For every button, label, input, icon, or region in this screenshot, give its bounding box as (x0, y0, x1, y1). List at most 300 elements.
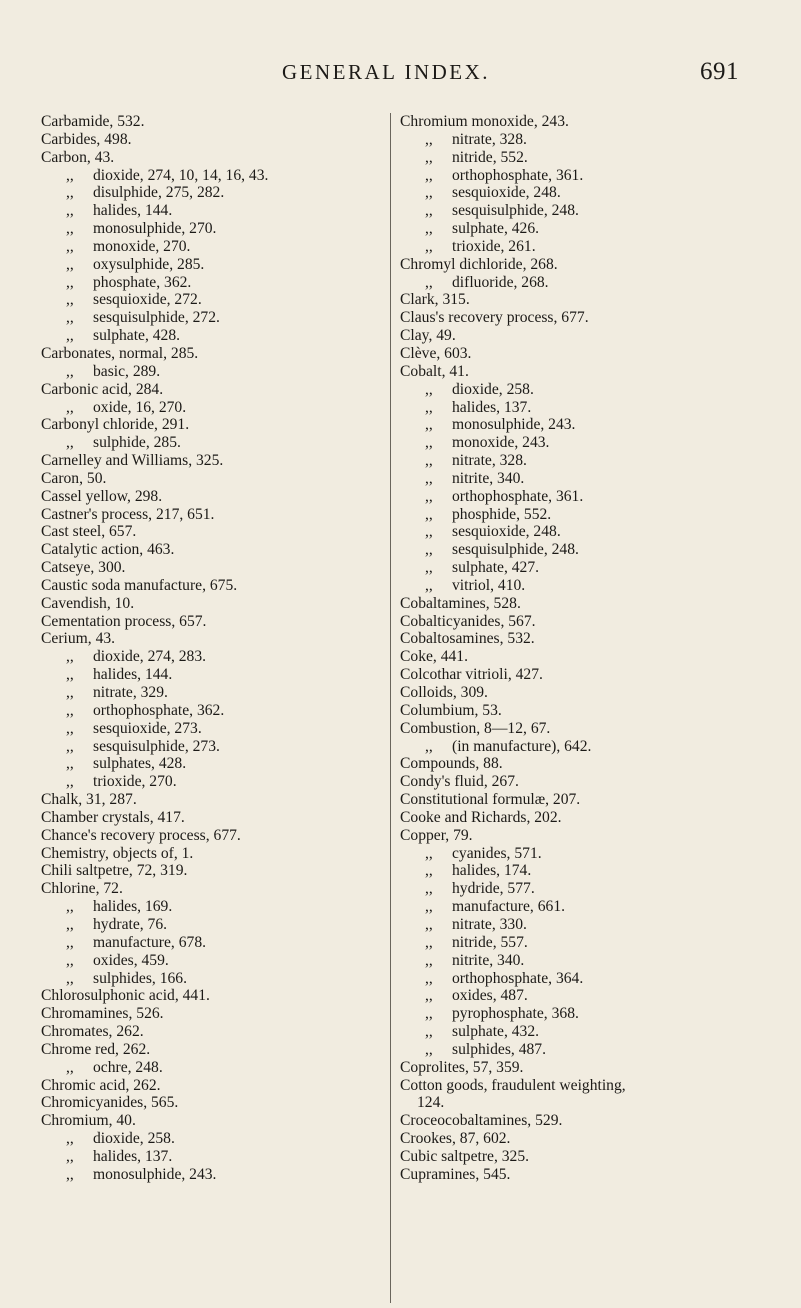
entry-text: orthophosphate, 362. (93, 701, 225, 719)
index-subentry (41, 702, 381, 720)
entry-text: sesquisulphide, 248. (452, 541, 579, 559)
entry-text: Cobalticyanides, 567. (400, 612, 536, 630)
index-subentry (400, 523, 760, 541)
ditto-mark: ,, (66, 362, 74, 380)
ditto-mark: ,, (66, 719, 74, 737)
entry-text: dioxide, 274, 10, 14, 16, 43. (93, 166, 269, 184)
entry-text: Chromicyanides, 565. (41, 1094, 179, 1112)
ditto-mark: ,, (66, 398, 74, 416)
index-subentry (400, 220, 760, 238)
index-entry (41, 1041, 381, 1059)
entry-text: disulphide, 275, 282. (93, 184, 225, 202)
index-entry (41, 149, 381, 167)
index-entry (400, 773, 760, 791)
entry-text: Coke, 441. (400, 648, 469, 666)
entry-text: Cassel yellow, 298. (41, 487, 163, 505)
entry-text: Chromamines, 526. (41, 1005, 164, 1023)
entry-text: hydrate, 76. (93, 915, 168, 933)
entry-text: Carbonates, normal, 285. (41, 344, 199, 362)
index-entry (400, 1059, 760, 1077)
entry-text: ochre, 248. (93, 1058, 163, 1076)
entry-text: Carbonic acid, 284. (41, 380, 164, 398)
ditto-mark: ,, (425, 487, 433, 505)
entry-text: halides, 137. (452, 398, 532, 416)
entry-text: dioxide, 258. (93, 1130, 175, 1148)
index-entry (400, 827, 760, 845)
ditto-mark: ,, (425, 505, 433, 523)
ditto-mark: ,, (425, 1005, 433, 1023)
entry-text: Chromic acid, 262. (41, 1076, 161, 1094)
ditto-mark: ,, (66, 1058, 74, 1076)
index-subentry (400, 1023, 760, 1041)
entry-text: (in manufacture), 642. (452, 737, 592, 755)
entry-text: Cobaltosamines, 532. (400, 630, 535, 648)
index-entry (400, 363, 760, 381)
index-subentry (400, 434, 760, 452)
entry-text: Carnelley and Williams, 325. (41, 452, 224, 470)
index-subentry (400, 845, 760, 863)
index-subentry (41, 970, 381, 988)
index-subentry (400, 131, 760, 149)
ditto-mark: ,, (425, 523, 433, 541)
index-entry (41, 470, 381, 488)
column-divider (390, 113, 391, 1303)
entry-text: Compounds, 88. (400, 755, 503, 773)
entry-text: monosulphide, 243. (93, 1165, 217, 1183)
entry-text: Coprolites, 57, 359. (400, 1058, 524, 1076)
ditto-mark: ,, (66, 666, 74, 684)
entry-text: Chromates, 262. (41, 1023, 144, 1041)
entry-text: sulphate, 432. (452, 1023, 540, 1041)
entry-text: sulphates, 428. (93, 755, 187, 773)
ditto-mark: ,, (66, 291, 74, 309)
entry-text: monoxide, 270. (93, 237, 191, 255)
ditto-mark: ,, (425, 184, 433, 202)
index-entry (41, 809, 381, 827)
index-subentry (400, 399, 760, 417)
entry-text: Chrome red, 262. (41, 1040, 151, 1058)
entry-text: Cobaltamines, 528. (400, 594, 521, 612)
index-entry (41, 987, 381, 1005)
ditto-mark: ,, (425, 951, 433, 969)
ditto-mark: ,, (425, 273, 433, 291)
entry-text: oxide, 16, 270. (93, 398, 187, 416)
index-entry (41, 613, 381, 631)
page-number: 691 (700, 58, 739, 85)
entry-text: Chance's recovery process, 677. (41, 826, 241, 844)
index-subentry (400, 184, 760, 202)
entry-text: trioxide, 270. (93, 773, 177, 791)
entry-text: phosphide, 552. (452, 505, 552, 523)
index-subentry (400, 416, 760, 434)
index-subentry (400, 898, 760, 916)
index-entry (400, 291, 760, 309)
entry-text: Cast steel, 657. (41, 523, 137, 541)
index-subentry (41, 238, 381, 256)
ditto-mark: ,, (425, 969, 433, 987)
index-subentry (41, 720, 381, 738)
entry-text: Cerium, 43. (41, 630, 116, 648)
entry-text: Croceocobaltamines, 529. (400, 1112, 563, 1130)
index-subentry (400, 541, 760, 559)
entry-text: manufacture, 661. (452, 898, 566, 916)
entry-text: Carbonyl chloride, 291. (41, 416, 190, 434)
entry-text: oxysulphide, 285. (93, 255, 205, 273)
entry-text: pyrophosphate, 368. (452, 1005, 579, 1023)
index-subentry (41, 202, 381, 220)
ditto-mark: ,, (425, 434, 433, 452)
index-entry (41, 845, 381, 863)
entry-text: nitrite, 340. (452, 469, 525, 487)
entry-text: Colloids, 309. (400, 684, 488, 701)
entry-text: sesquioxide, 248. (452, 523, 561, 541)
index-subentry (400, 381, 760, 399)
entry-text: 124. (417, 1094, 445, 1112)
index-entry (400, 1112, 760, 1130)
entry-text: Condy's fluid, 267. (400, 773, 519, 791)
entry-text: Combustion, 8—12, 67. (400, 719, 551, 737)
ditto-mark: ,, (66, 737, 74, 755)
index-subentry (41, 916, 381, 934)
ditto-mark: ,, (66, 184, 74, 202)
index-entry (400, 1077, 760, 1095)
entry-text: cyanides, 571. (452, 844, 542, 862)
entry-text: monosulphide, 270. (93, 220, 217, 238)
ditto-mark: ,, (425, 880, 433, 898)
entry-text: sesquioxide, 272. (93, 291, 202, 309)
index-entry (41, 345, 381, 363)
index-entry (400, 1130, 760, 1148)
index-subentry (41, 256, 381, 274)
entry-text: basic, 289. (93, 362, 161, 380)
ditto-mark: ,, (66, 773, 74, 791)
ditto-mark: ,, (425, 452, 433, 470)
entry-text: Catseye, 300. (41, 559, 126, 577)
ditto-mark: ,, (66, 648, 74, 666)
entry-text: Catalytic action, 463. (41, 541, 175, 559)
index-entry (400, 809, 760, 827)
entry-text: Clay, 49. (400, 327, 456, 345)
ditto-mark: ,, (66, 202, 74, 220)
entry-text: nitride, 557. (452, 933, 528, 951)
entry-text: sulphate, 428. (93, 327, 181, 345)
index-subentry (41, 934, 381, 952)
ditto-mark: ,, (425, 576, 433, 594)
entry-text: Carbides, 498. (41, 130, 132, 148)
index-entry (41, 488, 381, 506)
index-entry (41, 1005, 381, 1023)
entry-text: Colcothar vitrioli, 427. (400, 666, 543, 684)
running-title: GENERAL INDEX. (282, 60, 491, 84)
entry-text: nitrate, 328. (452, 452, 527, 470)
index-subentry (41, 952, 381, 970)
ditto-mark: ,, (66, 255, 74, 273)
index-subentry (400, 916, 760, 934)
ditto-mark: ,, (66, 237, 74, 255)
ditto-mark: ,, (425, 469, 433, 487)
entry-text: nitrate, 328. (452, 130, 527, 148)
index-subentry (41, 220, 381, 238)
index-entry (41, 559, 381, 577)
ditto-mark: ,, (425, 844, 433, 862)
index-entry (41, 595, 381, 613)
ditto-mark: ,, (66, 933, 74, 951)
index-entry (41, 827, 381, 845)
entry-text: halides, 137. (93, 1147, 173, 1165)
index-entry (400, 1148, 760, 1166)
index-entry (41, 1094, 381, 1112)
index-subentry (41, 1059, 381, 1077)
entry-text: Copper, 79. (400, 826, 473, 844)
ditto-mark: ,, (66, 166, 74, 184)
ditto-mark: ,, (66, 755, 74, 773)
index-subentry (41, 363, 381, 381)
index-entry (41, 113, 381, 131)
index-entry (41, 1077, 381, 1095)
entry-text: trioxide, 261. (452, 237, 536, 255)
entry-text: monoxide, 243. (452, 434, 550, 452)
entry-text: Cupramines, 545. (400, 1165, 511, 1183)
index-subentry (400, 1041, 760, 1059)
page-header (0, 58, 801, 88)
entry-text: halides, 174. (452, 862, 532, 880)
index-subentry (41, 274, 381, 292)
entry-text: Clark, 315. (400, 291, 470, 309)
index-subentry (41, 399, 381, 417)
ditto-mark: ,, (425, 987, 433, 1005)
ditto-mark: ,, (425, 541, 433, 559)
ditto-mark: ,, (425, 1040, 433, 1058)
entry-text: Clève, 603. (400, 344, 472, 362)
index-subentry (400, 238, 760, 256)
entry-text: phosphate, 362. (93, 273, 192, 291)
index-subentry (400, 274, 760, 292)
index-subentry (41, 738, 381, 756)
entry-text: Chromium monoxide, 243. (400, 113, 569, 130)
entry-text: Carbamide, 532. (41, 113, 145, 130)
entry-text: sesquisulphide, 273. (93, 737, 220, 755)
index-subentry (400, 880, 760, 898)
entry-text: sesquioxide, 273. (93, 719, 202, 737)
index-subentry (400, 559, 760, 577)
entry-text: Castner's process, 217, 651. (41, 505, 215, 523)
index-entry (400, 613, 760, 631)
entry-text: nitrite, 340. (452, 951, 525, 969)
entry-text: vitriol, 410. (452, 576, 526, 594)
entry-text: Carbon, 43. (41, 148, 115, 166)
entry-text: Cavendish, 10. (41, 594, 135, 612)
index-subentry (41, 773, 381, 791)
ditto-mark: ,, (66, 434, 74, 452)
index-subentry (400, 934, 760, 952)
ditto-mark: ,, (425, 148, 433, 166)
index-subentry (41, 327, 381, 345)
index-entry (41, 506, 381, 524)
entry-text: Cooke and Richards, 202. (400, 808, 562, 826)
entry-text: Columbium, 53. (400, 701, 502, 719)
index-entry (400, 702, 760, 720)
entry-text: orthophosphate, 361. (452, 487, 584, 505)
index-entry (41, 577, 381, 595)
index-entry (41, 523, 381, 541)
entry-text: halides, 169. (93, 898, 173, 916)
entry-text: Chromium, 40. (41, 1112, 136, 1130)
entry-text: Chemistry, objects of, 1. (41, 844, 194, 862)
index-entry (400, 720, 760, 738)
ditto-mark: ,, (66, 969, 74, 987)
index-entry (400, 666, 760, 684)
index-entry (41, 131, 381, 149)
entry-text: Constitutional formulæ, 207. (400, 791, 581, 809)
entry-text: Cobalt, 41. (400, 362, 469, 380)
index-entry (400, 327, 760, 345)
entry-text: sesquisulphide, 272. (93, 309, 220, 327)
ditto-mark: ,, (425, 220, 433, 238)
index-subentry (400, 952, 760, 970)
index-entry (41, 452, 381, 470)
index-entry (400, 309, 760, 327)
ditto-mark: ,, (425, 933, 433, 951)
ditto-mark: ,, (66, 684, 74, 701)
ditto-mark: ,, (66, 951, 74, 969)
entry-text: sesquioxide, 248. (452, 184, 561, 202)
ditto-mark: ,, (66, 1147, 74, 1165)
entry-text: nitride, 552. (452, 148, 528, 166)
index-subentry (400, 167, 760, 185)
index-subentry (41, 684, 381, 702)
index-entry (41, 791, 381, 809)
ditto-mark: ,, (425, 737, 433, 755)
index-entry (41, 541, 381, 559)
entry-text: sulphides, 166. (93, 969, 187, 987)
index-entry (41, 862, 381, 880)
ditto-mark: ,, (425, 915, 433, 933)
index-subentry (41, 291, 381, 309)
entry-text: orthophosphate, 364. (452, 969, 584, 987)
entry-text: dioxide, 274, 283. (93, 648, 207, 666)
entry-text: sulphide, 285. (93, 434, 181, 452)
index-entry (400, 1166, 760, 1184)
entry-text: Cotton goods, fraudulent weighting, (400, 1076, 626, 1094)
index-subentry (41, 755, 381, 773)
ditto-mark: ,, (425, 130, 433, 148)
index-entry (400, 595, 760, 613)
ditto-mark: ,, (425, 416, 433, 434)
index-subentry (41, 1148, 381, 1166)
ditto-mark: ,, (66, 1130, 74, 1148)
index-subentry (400, 738, 760, 756)
ditto-mark: ,, (66, 273, 74, 291)
index-entry (41, 630, 381, 648)
index-subentry (41, 648, 381, 666)
entry-text: nitrate, 330. (452, 915, 527, 933)
index-entry (400, 684, 760, 702)
index-subentry (400, 452, 760, 470)
index-subentry (400, 149, 760, 167)
index-column-left (41, 113, 381, 1184)
ditto-mark: ,, (66, 915, 74, 933)
index-entry (400, 648, 760, 666)
index-entry (400, 345, 760, 363)
index-subentry (400, 202, 760, 220)
index-entry (400, 791, 760, 809)
entry-text: oxides, 459. (93, 951, 169, 969)
ditto-mark: ,, (425, 380, 433, 398)
entry-text: hydride, 577. (452, 880, 535, 898)
index-subentry (41, 1130, 381, 1148)
entry-text: Chromyl dichloride, 268. (400, 255, 558, 273)
entry-text: halides, 144. (93, 666, 173, 684)
index-subentry (400, 488, 760, 506)
ditto-mark: ,, (425, 559, 433, 577)
entry-text: Chlorosulphonic acid, 441. (41, 987, 210, 1005)
entry-text: halides, 144. (93, 202, 173, 220)
ditto-mark: ,, (66, 327, 74, 345)
entry-text: Chalk, 31, 287. (41, 791, 137, 809)
index-subentry (41, 1166, 381, 1184)
index-entry (400, 113, 760, 131)
entry-text: oxides, 487. (452, 987, 528, 1005)
index-entry (400, 630, 760, 648)
index-subentry (41, 309, 381, 327)
index-entry (41, 1112, 381, 1130)
entry-text: dioxide, 258. (452, 380, 534, 398)
index-entry (400, 256, 760, 274)
entry-text: Chlorine, 72. (41, 880, 123, 898)
index-entry (41, 1023, 381, 1041)
index-subentry (41, 666, 381, 684)
index-subentry (400, 506, 760, 524)
index-subentry (400, 970, 760, 988)
index-entry (41, 416, 381, 434)
ditto-mark: ,, (425, 237, 433, 255)
entry-text: monosulphide, 243. (452, 416, 576, 434)
entry-text: difluoride, 268. (452, 273, 549, 291)
index-subentry (400, 987, 760, 1005)
index-entry (41, 381, 381, 399)
ditto-mark: ,, (66, 220, 74, 238)
index-column-right (400, 113, 760, 1184)
entry-text: Caustic soda manufacture, 675. (41, 576, 238, 594)
index-subentry (41, 184, 381, 202)
entry-text: Crookes, 87, 602. (400, 1130, 511, 1148)
entry-text: manufacture, 678. (93, 933, 207, 951)
ditto-mark: ,, (66, 309, 74, 327)
index-subentry (400, 577, 760, 595)
index-subentry (41, 167, 381, 185)
ditto-mark: ,, (425, 898, 433, 916)
entry-text: Chili saltpetre, 72, 319. (41, 862, 188, 880)
entry-text: orthophosphate, 361. (452, 166, 584, 184)
entry-text: Cubic saltpetre, 325. (400, 1147, 530, 1165)
index-subentry (41, 434, 381, 452)
ditto-mark: ,, (425, 202, 433, 220)
entry-text: sulphate, 426. (452, 220, 540, 238)
ditto-mark: ,, (425, 398, 433, 416)
ditto-mark: ,, (425, 862, 433, 880)
index-subentry (400, 862, 760, 880)
ditto-mark: ,, (66, 898, 74, 916)
entry-text: Claus's recovery process, 677. (400, 309, 589, 327)
ditto-mark: ,, (66, 701, 74, 719)
index-entry (400, 755, 760, 773)
index-entry (400, 1094, 760, 1112)
entry-text: sesquisulphide, 248. (452, 202, 579, 220)
index-entry (41, 880, 381, 898)
ditto-mark: ,, (425, 1023, 433, 1041)
index-subentry (41, 898, 381, 916)
ditto-mark: ,, (425, 166, 433, 184)
